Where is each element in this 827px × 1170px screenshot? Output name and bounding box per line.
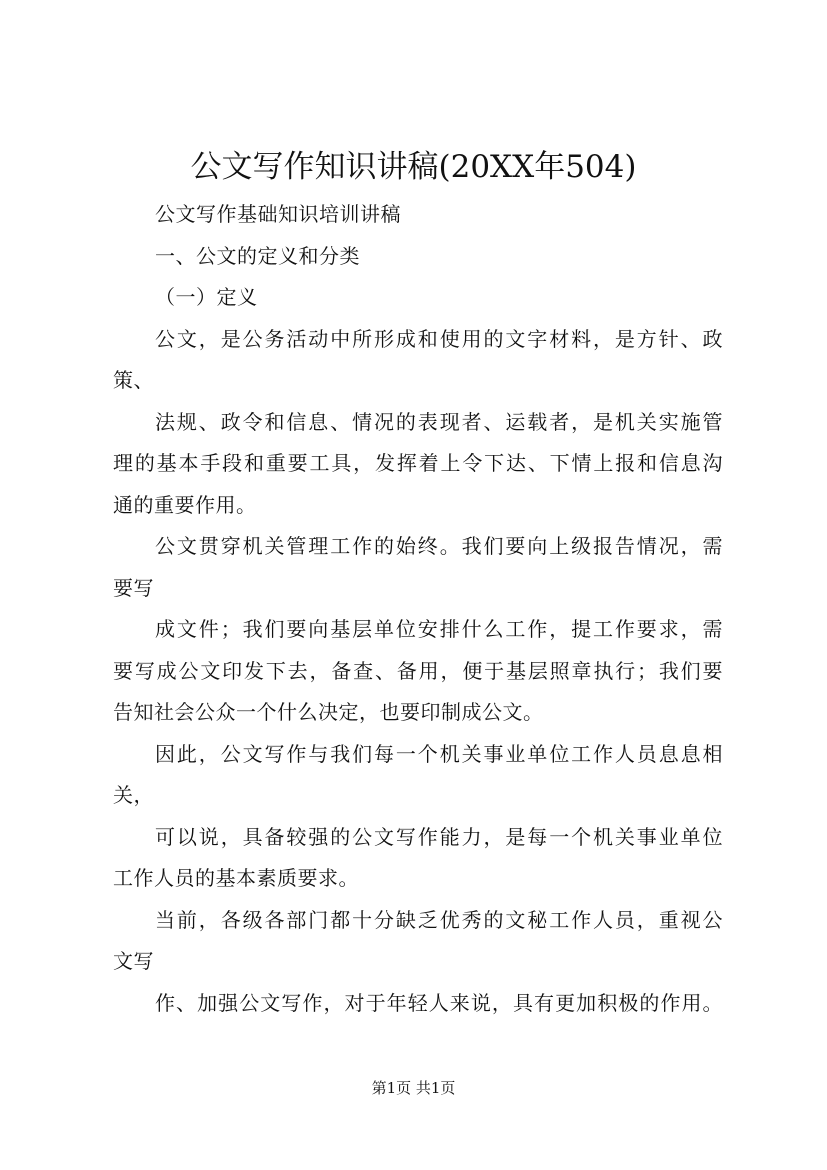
body-line: 因此，公文写作与我们每一个机关事业单位工作人员息息相 xyxy=(155,741,723,766)
body-line: （一）定义 xyxy=(155,285,258,309)
document-body xyxy=(113,194,723,1024)
body-line: 可以说，具备较强的公文写作能力，是每一个机关事业单位 xyxy=(155,824,723,849)
body-line: 要写成公文印发下去，备查、备用，便于基层照章执行；我们要 xyxy=(113,658,723,683)
body-line: 公文贯穿机关管理工作的始终。我们要向上级报告情况，需 xyxy=(155,534,723,558)
body-line: 策、 xyxy=(113,368,154,392)
body-line: 成文件；我们要向基层单位安排什么工作，提工作要求，需 xyxy=(155,617,723,641)
body-line: 工作人员的基本素质要求。 xyxy=(113,866,359,890)
body-line: 一、公文的定义和分类 xyxy=(155,243,360,268)
body-line: 当前，各级各部门都十分缺乏优秀的文秘工作人员，重视公 xyxy=(155,907,723,932)
document-title: 公文写作知识讲稿(20XX年504) xyxy=(190,149,637,185)
body-line: 通的重要作用。 xyxy=(113,492,257,517)
body-line: 理的基本手段和重要工具，发挥着上令下达、下情上报和信息沟 xyxy=(113,451,723,475)
body-line: 法规、政令和信息、情况的表现者、运载者，是机关实施管 xyxy=(155,409,723,434)
body-line: 告知社会公众一个什么决定，也要印制成公文。 xyxy=(113,700,544,724)
body-line: 作、加强公文写作，对于年轻人来说，具有更加积极的作用。 xyxy=(155,990,723,1015)
body-line: 文写 xyxy=(113,949,154,973)
body-line: 公文写作基础知识培训讲稿 xyxy=(155,202,401,226)
page-footer: 第1页 共1页 xyxy=(371,1079,456,1097)
body-line: 要写 xyxy=(113,575,154,600)
body-line: 关， xyxy=(113,783,154,807)
body-line: 公文，是公务活动中所形成和使用的文字材料，是方针、政 xyxy=(155,326,723,351)
